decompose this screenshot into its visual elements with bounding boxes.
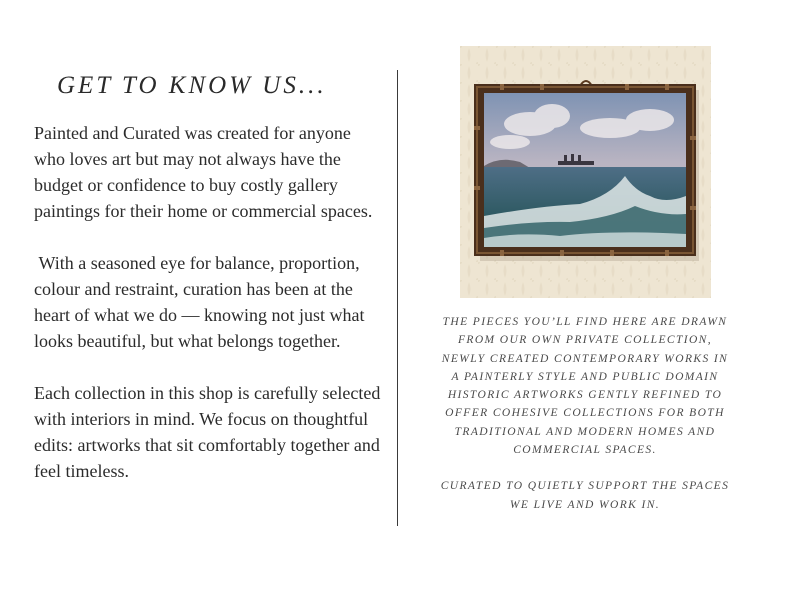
framed-painting-photo [460, 46, 711, 298]
vertical-divider [397, 70, 398, 526]
intro-text [34, 120, 384, 510]
intro-paragraph: With a seasoned eye for balance, proportion, colour and restraint, curation has been at the heart of what we do — knowing not just what looks beautiful, but what belongs together. [34, 253, 365, 351]
caption-paragraph: CURATED TO QUIETLY SUPPORT THE SPACES WE LIVE AND WORK IN. [440, 480, 730, 511]
caption-paragraph: THE PIECES YOU’LL FIND HERE ARE DRAWN FROM OUR OWN PRIVATE COLLECTION, NEWLY CREATED CONTEMPORARY WORKS IN A PAINTERLY STYLE AND PUBLIC DOMAIN HISTORIC ARTWORKS GENTLY REFINED TO OFFER COHESIVE COLLECTIONS FOR BOTH TRADITIONAL AND MODERN HOMES AND COMMERCIAL SPACES. [441, 316, 729, 457]
collection-caption [440, 313, 730, 532]
intro-paragraph: Each collection in this shop is carefully selected with interiors in mind. We focus on thoughtful edits: artworks that sit comfortably together and feel timeless. [34, 383, 381, 481]
intro-paragraph: Painted and Curated was created for anyone who loves art but may not always have the budget or confidence to buy costly gallery paintings for their home or commercial spaces. [34, 123, 373, 221]
page-heading: GET TO KNOW US... [57, 72, 327, 99]
